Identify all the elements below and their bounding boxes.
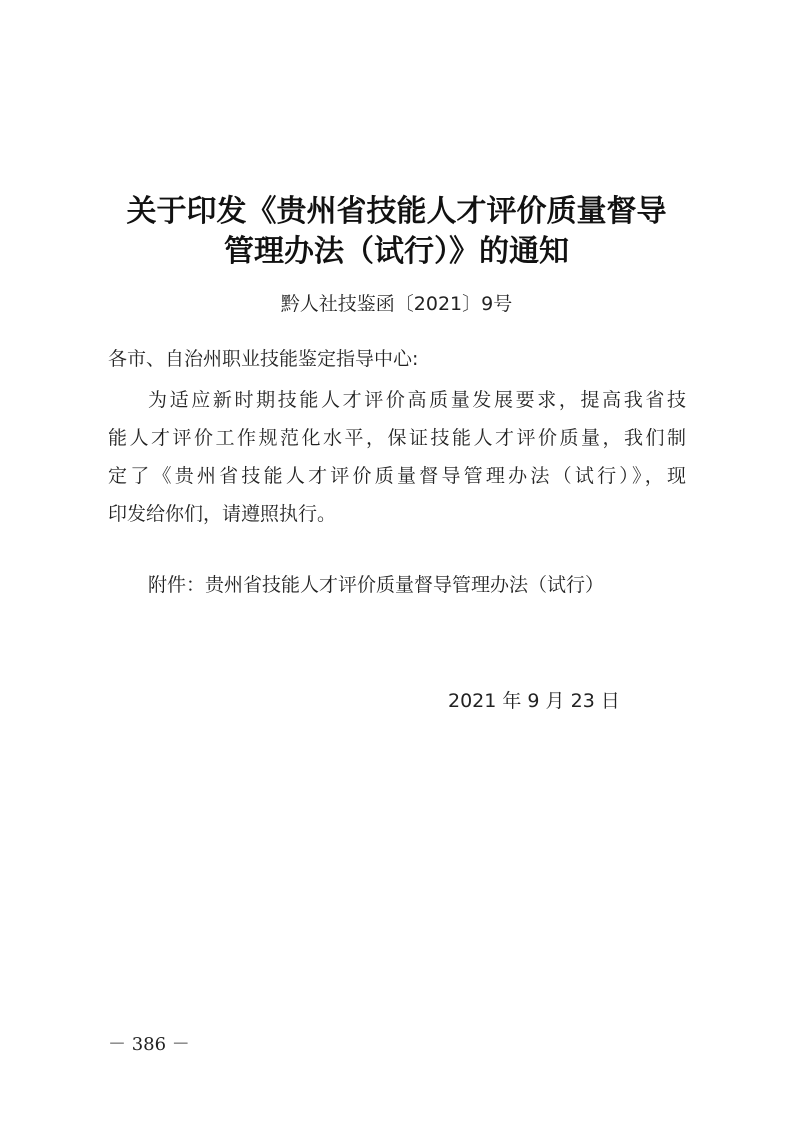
page-number: － 386 － bbox=[108, 1034, 190, 1055]
body-paragraph bbox=[108, 381, 686, 533]
issue-date: 2021 年 9 月 23 日 bbox=[448, 690, 620, 712]
paragraph-line: 为适应新时期技能人才评价高质量发展要求，提高我省技 bbox=[148, 389, 686, 411]
paragraph-line: 定了《贵州省技能人才评价质量督导管理办法（试行）》，现 bbox=[108, 465, 686, 487]
paragraph-line: 印发给你们，请遵照执行。 bbox=[108, 503, 337, 525]
attachment-note: 附件：贵州省技能人才评价质量督导管理办法（试行） bbox=[148, 574, 605, 596]
salutation: 各市、自治州职业技能鉴定指导中心: bbox=[108, 348, 419, 370]
paragraph-line: 能人才评价工作规范化水平，保证技能人才评价质量，我们制 bbox=[108, 427, 686, 449]
document-title-line-2: 管理办法（试行）》的通知 bbox=[224, 234, 569, 269]
document-title-line-1: 关于印发《贵州省技能人才评价质量督导 bbox=[126, 194, 667, 229]
document-number: 黔人社技鉴函〔2021〕9号 bbox=[280, 293, 513, 315]
